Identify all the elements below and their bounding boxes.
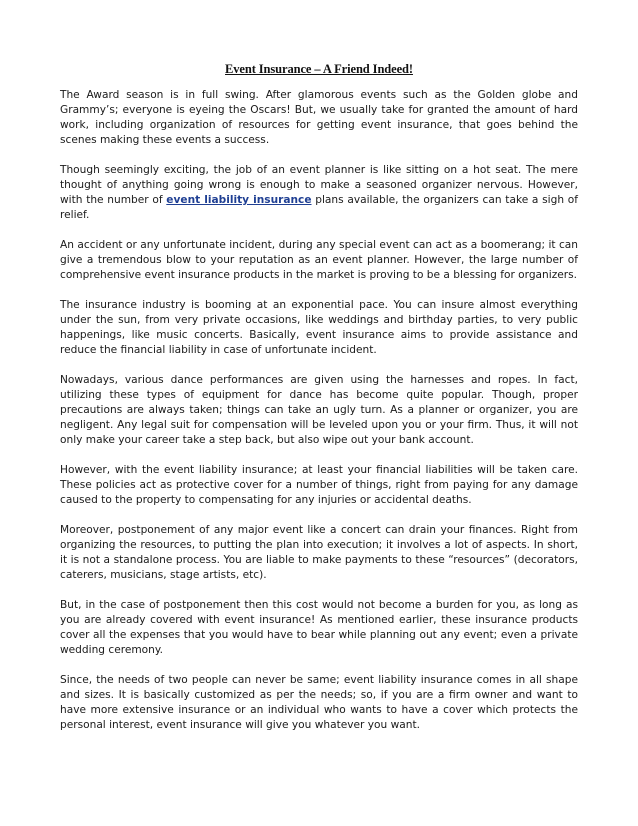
paragraph-2-text-after: plans available, the organizers can take a sigh of relief. — [60, 194, 578, 221]
event-liability-insurance-link[interactable]: event liability insurance — [166, 194, 312, 206]
paragraph-4: The insurance industry is booming at an exponential pace. You can insure almost everything under the sun, from very private occasions, like weddings and birthday parties, to very public happenings, like music concerts. Basically, event insurance aims to provide assistance and reduce the financial liability in case of unfortunate incident. — [60, 299, 578, 356]
document-body — [60, 88, 578, 748]
paragraph-8: But, in the case of postponement then this cost would not become a burden for you, as long as you are already covered with event insurance! As mentioned earlier, these insurance products cover all the expenses that you would have to bear while planning out any event; even a private wedding ceremony. — [60, 599, 578, 656]
paragraph-1: The Award season is in full swing. After glamorous events such as the Golden globe and Grammy’s; everyone is eyeing the Oscars! But, we usually take for granted the amount of hard work, including organization of resources for getting event insurance, that goes behind the scenes making these events a success. — [60, 89, 578, 146]
paragraph-5: Nowadays, various dance performances are given using the harnesses and ropes. In fact, utilizing these types of equipment for dance has become quite popular. Though, proper precautions are always taken; things can take an ugly turn. As a planner or organizer, you are negligent. Any legal suit for compensation will be leveled upon you or your firm. Thus, it will not only make your career take a step back, but also wipe out your bank account. — [60, 374, 578, 446]
paragraph-2 — [60, 163, 578, 223]
paragraph-3: An accident or any unfortunate incident, during any special event can act as a boomerang; it can give a tremendous blow to your reputation as an event planner. However, the large number of comprehensive event insurance products in the market is proving to be a blessing for organizers. — [60, 239, 578, 281]
paragraph-2-text-before: Though seemingly exciting, the job of an event planner is like sitting on a hot seat. The mere thought of anything going wrong is enough to make a seasoned organizer nervous. However, with the number of — [60, 164, 578, 206]
document-title: Event Insurance – A Friend Indeed! — [225, 62, 413, 76]
paragraph-6: However, with the event liability insurance; at least your financial liabilities will be taken care. These policies act as protective cover for a number of things, right from paying for any damage caused to the property to compensating for any injuries or accidental deaths. — [60, 464, 578, 506]
paragraph-9: Since, the needs of two people can never be same; event liability insurance comes in all shape and sizes. It is basically customized as per the needs; so, if you are a firm owner and want to have more extensive insurance or an individual who wants to have a cover which protects the personal interest, event insurance will give you whatever you want. — [60, 674, 578, 731]
paragraph-7: Moreover, postponement of any major event like a concert can drain your finances. Right from organizing the resources, to putting the plan into execution; it involves a lot of aspects. In short, it is not a standalone process. You are liable to make payments to these “resources” (decorators, caterers, musicians, stage artists, etc). — [60, 524, 578, 581]
